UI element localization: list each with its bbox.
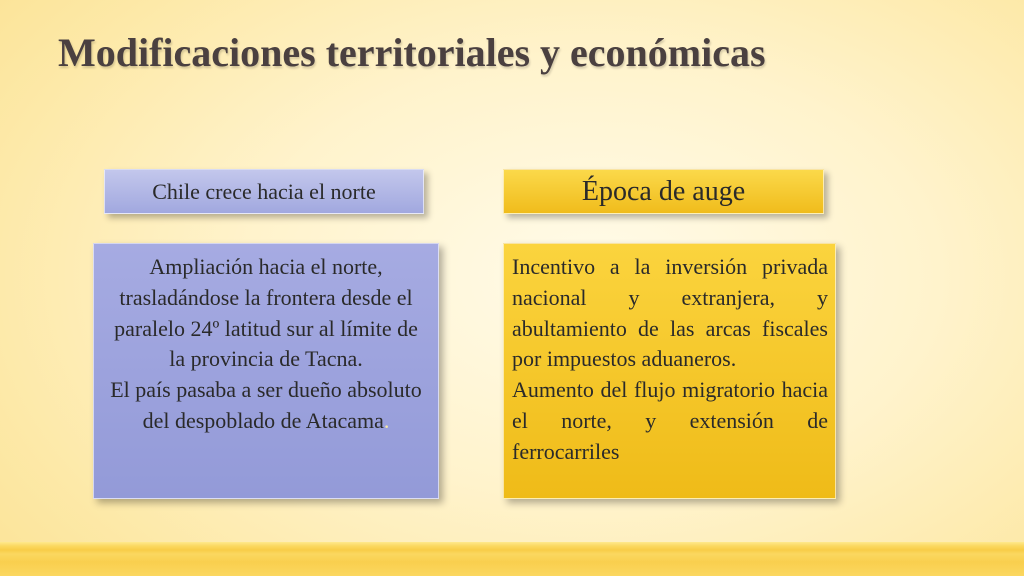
content-box-territorial bbox=[93, 243, 439, 499]
header-chile-crece-label: Chile crece hacia el norte bbox=[152, 178, 376, 204]
bottom-decorative-bar bbox=[0, 542, 1024, 576]
header-chile-crece bbox=[104, 169, 424, 214]
economica-paragraph-1: Incentivo a la inversión privada nacional y extranjera, y abultamiento de las arcas fiscales por impuestos aduaneros. bbox=[512, 254, 828, 372]
content-box-economica bbox=[503, 243, 836, 499]
territorial-trailing-dot: . bbox=[383, 407, 390, 433]
header-epoca-de-auge bbox=[503, 169, 824, 214]
economica-paragraph-2: Aumento del flujo migratorio hacia el norte, y extensión de ferrocarriles bbox=[512, 377, 828, 464]
slide-title: Modificaciones territoriales y económicas bbox=[58, 30, 766, 75]
territorial-paragraph-2 bbox=[108, 375, 424, 437]
header-epoca-de-auge-label: Época de auge bbox=[581, 175, 746, 207]
territorial-paragraph-1: Ampliación hacia el norte, trasladándose la frontera desde el paralelo 24º latitud sur al límite de la provincia de Tacna. bbox=[114, 254, 418, 372]
territorial-paragraph-2-text: El país pasaba a ser dueño absoluto del despoblado de Atacama bbox=[110, 377, 422, 433]
